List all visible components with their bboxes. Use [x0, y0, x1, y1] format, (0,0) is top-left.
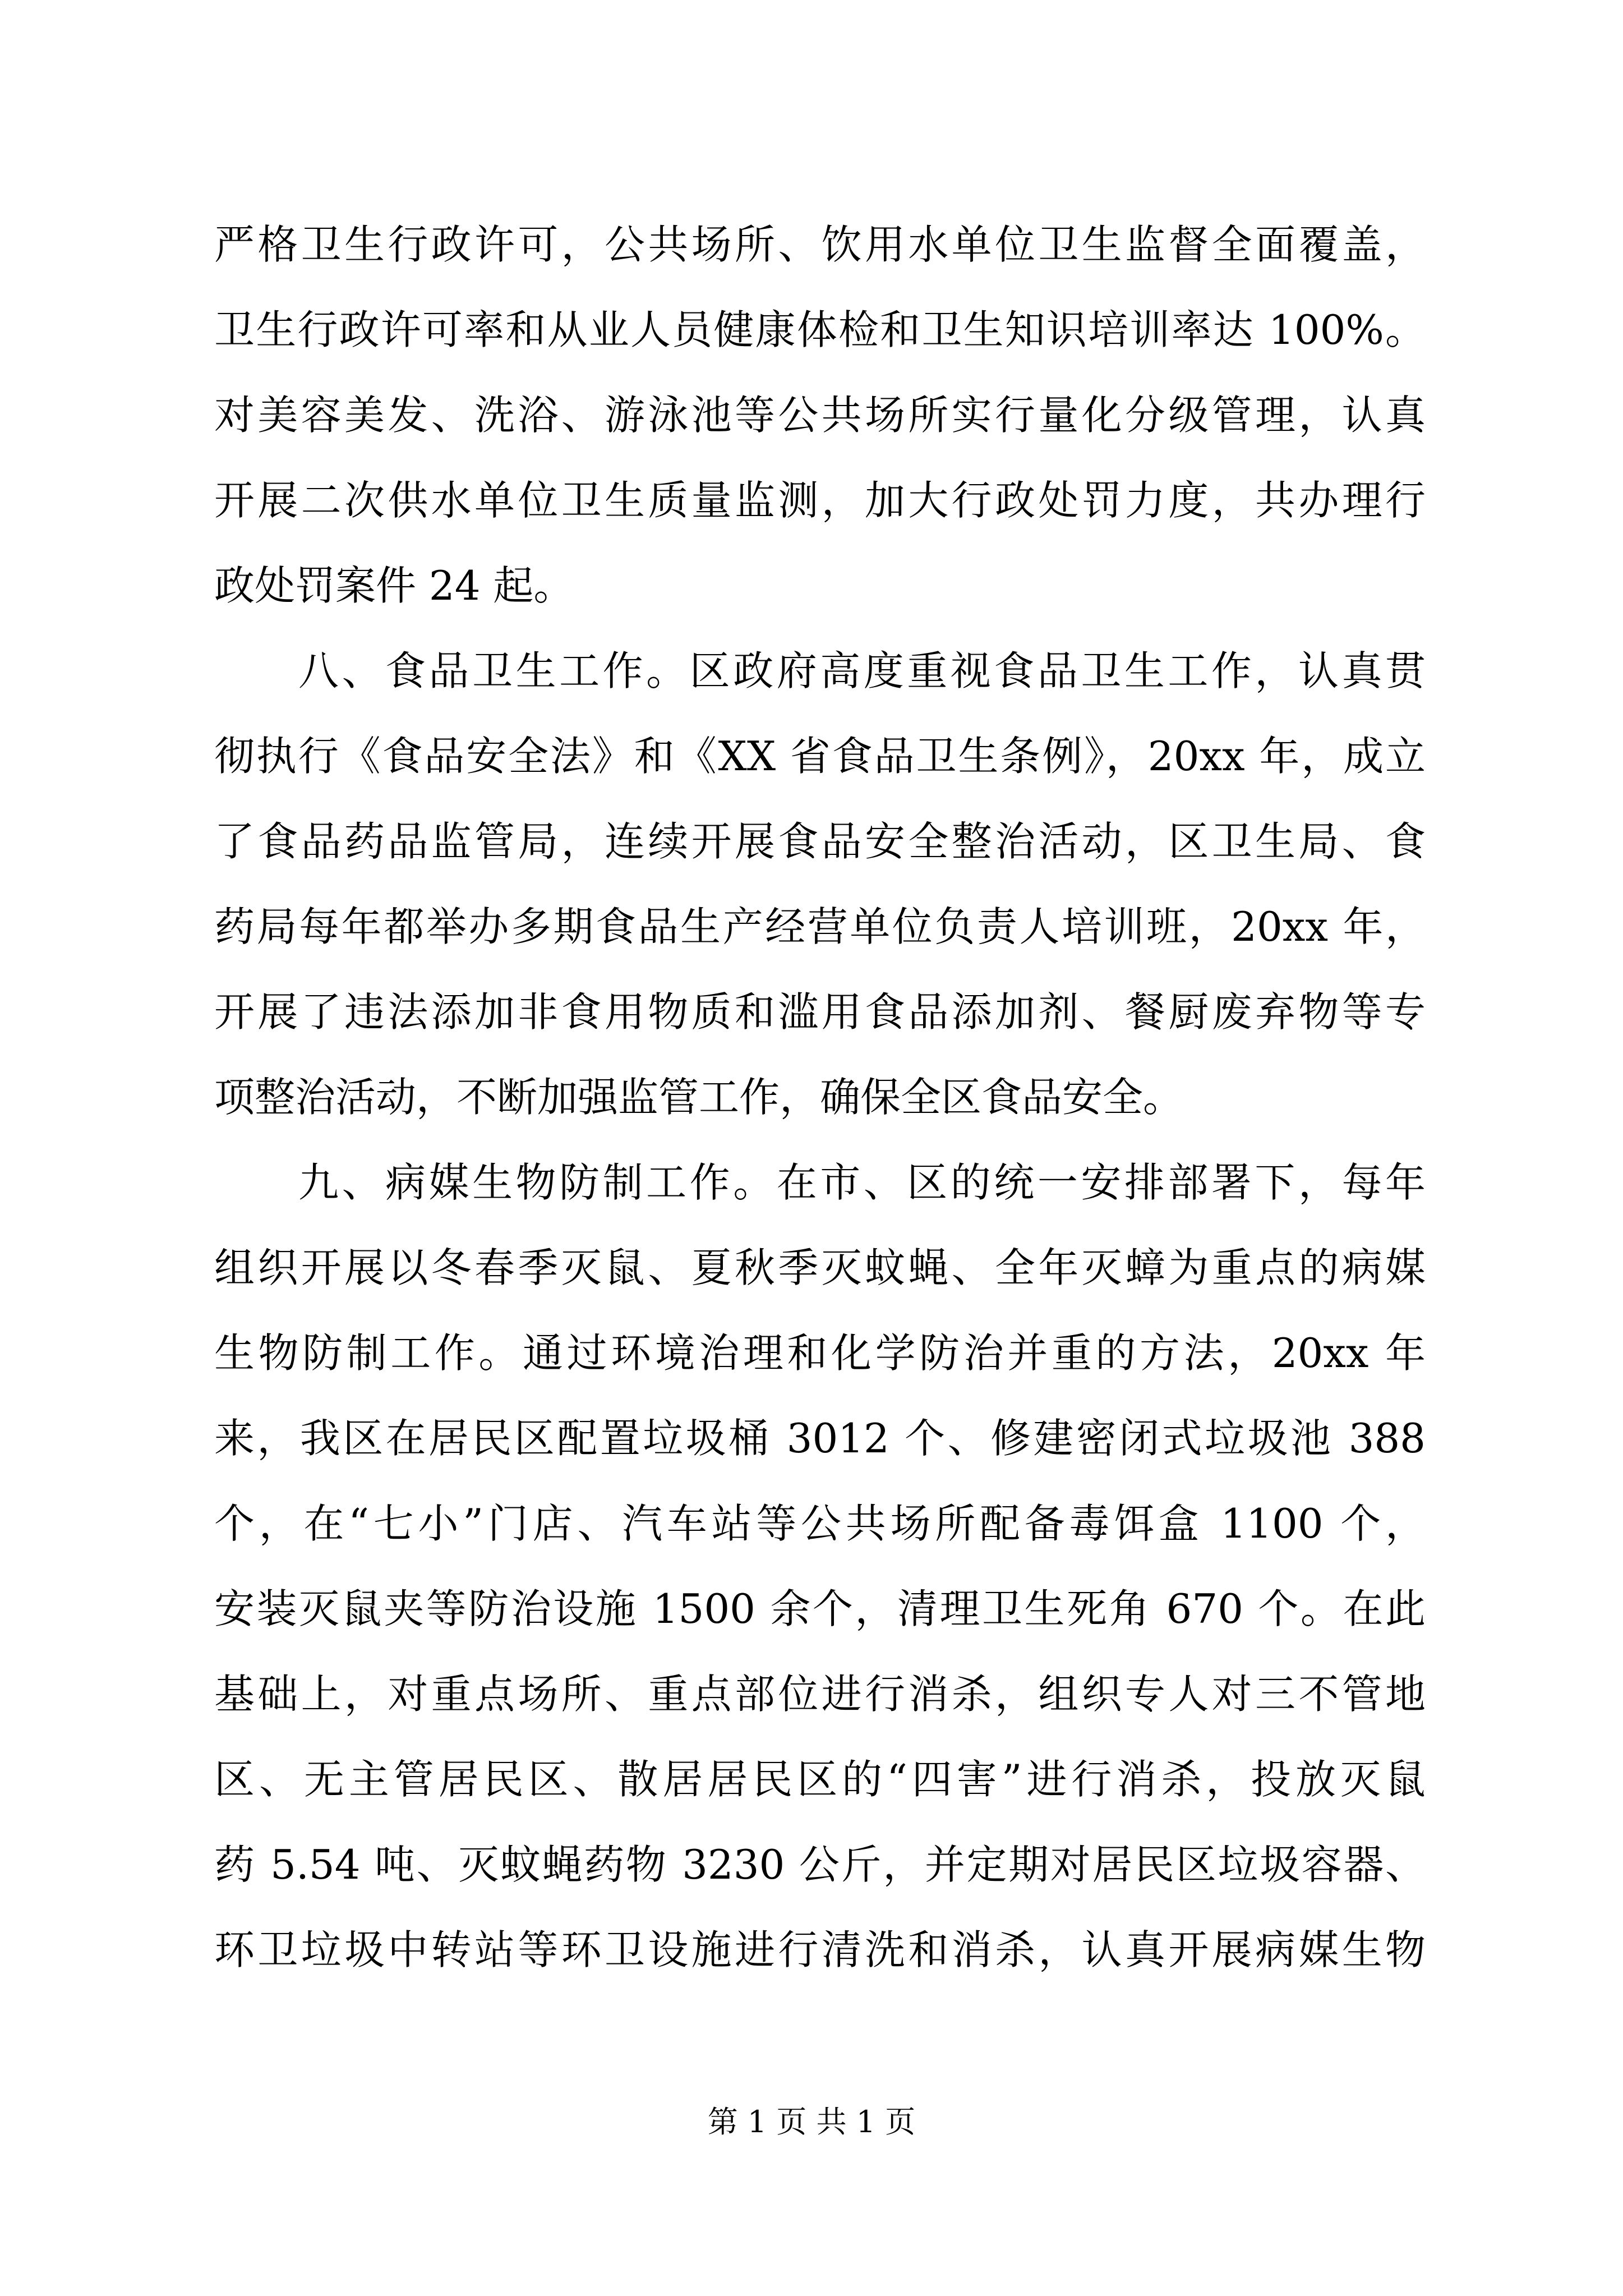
- document-body: [214, 202, 1426, 1993]
- text-line: 开展了违法添加非食用物质和滥用食品添加剂、餐厨废弃物等专: [214, 988, 1426, 1036]
- text-line: 了食品药品监管局，连续开展食品安全整治活动，区卫生局、食: [214, 818, 1426, 865]
- text-line: 组织开展以冬春季灭鼠、夏秋季灭蚊蝇、全年灭蟑为重点的病媒: [214, 1244, 1426, 1291]
- text-line: 来，我区在居民区配置垃圾桶 3012 个、修建密闭式垃圾池 388: [214, 1415, 1426, 1462]
- text-line: 彻执行《食品安全法》和《XX 省食品卫生条例》，20xx 年，成立: [214, 733, 1426, 780]
- text-line: 药 5.54 吨、灭蚊蝇药物 3230 公斤，并定期对居民区垃圾容器、: [214, 1841, 1426, 1888]
- text-line: 基础上，对重点场所、重点部位进行消杀，组织专人对三不管地: [214, 1671, 1426, 1718]
- text-line: 项整治活动，不断加强监管工作，确保全区食品安全。: [214, 1074, 1184, 1121]
- text-line: 环卫垃圾中转站等环卫设施进行清洗和消杀，认真开展病媒生物: [214, 1926, 1426, 1973]
- text-line: 卫生行政许可率和从业人员健康体检和卫生知识培训率达 100%。: [214, 306, 1426, 353]
- text-line: 九、病媒生物防制工作。在市、区的统一安排部署下，每年: [298, 1159, 1426, 1206]
- page-number-label: 第 1 页 共 1 页: [707, 2104, 916, 2139]
- text-line: 药局每年都举办多期食品生产经营单位负责人培训班，20xx 年，: [214, 903, 1426, 950]
- text-line: 区、无主管居民区、散居居民区的“四害”进行消杀，投放灭鼠: [214, 1756, 1426, 1803]
- text-line: 开展二次供水单位卫生质量监测，加大行政处罚力度，共办理行: [214, 477, 1426, 524]
- text-line: 八、食品卫生工作。区政府高度重视食品卫生工作，认真贯: [298, 647, 1426, 694]
- page-footer: [0, 2102, 1623, 2142]
- text-line: 个，在“七小”门店、汽车站等公共场所配备毒饵盒 1100 个，: [214, 1500, 1426, 1547]
- text-line: 生物防制工作。通过环境治理和化学防治并重的方法，20xx 年: [214, 1329, 1426, 1377]
- text-line: 安装灭鼠夹等防治设施 1500 余个，清理卫生死角 670 个。在此: [214, 1585, 1426, 1632]
- text-line: 政处罚案件 24 起。: [214, 562, 574, 609]
- text-line: 严格卫生行政许可，公共场所、饮用水单位卫生监督全面覆盖，: [214, 221, 1426, 268]
- text-line: 对美容美发、洗浴、游泳池等公共场所实行量化分级管理，认真: [214, 392, 1426, 439]
